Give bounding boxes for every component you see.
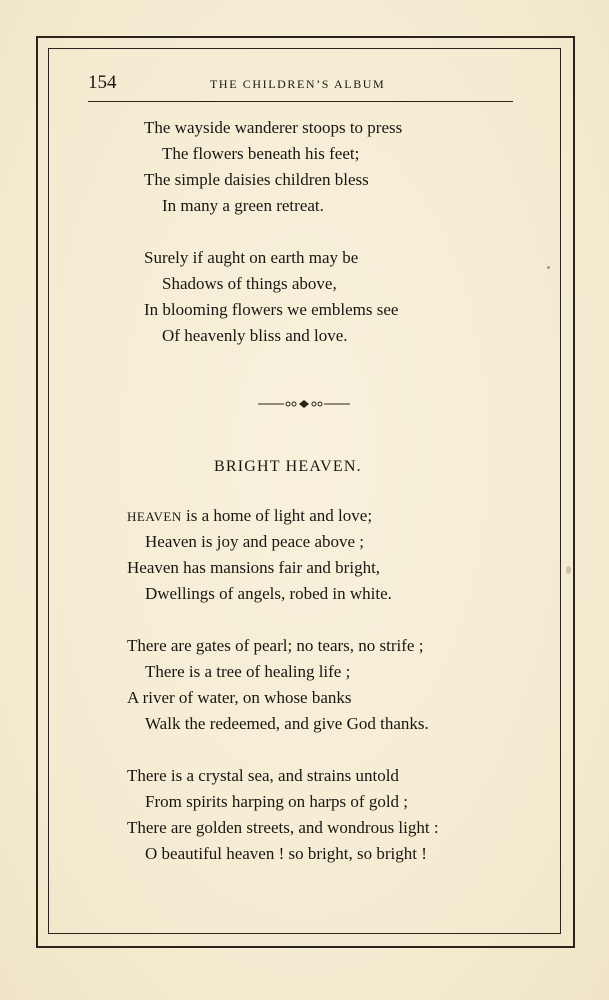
paper-speck xyxy=(547,266,550,269)
poem1-line: In blooming flowers we emblems see xyxy=(144,300,399,319)
poem2-line: O beautiful heaven ! so bright, so bright ! xyxy=(145,844,427,863)
poem2-line: There is a tree of healing life ; xyxy=(145,662,351,681)
page-number: 154 xyxy=(88,72,117,93)
drop-word: HEAVEN xyxy=(127,509,182,524)
page-header xyxy=(88,72,513,102)
poem1-line: The wayside wanderer stoops to press xyxy=(144,118,403,137)
running-head: THE CHILDREN’S ALBUM xyxy=(210,77,386,91)
poem2-line: A river of water, on whose banks xyxy=(127,688,352,707)
poem2-line: Dwellings of angels, robed in white. xyxy=(145,584,392,603)
poem1-line: In many a green retreat. xyxy=(162,196,324,215)
poem1-line: Of heavenly bliss and love. xyxy=(162,326,348,345)
first-line-rest: is a home of light and love; xyxy=(181,506,373,525)
poem2-line: There is a crystal sea, and strains untold xyxy=(127,766,399,785)
poem-title: BRIGHT HEAVEN. xyxy=(214,458,362,475)
poem1-line: Shadows of things above, xyxy=(162,274,337,293)
poem2-line: There are golden streets, and wondrous light : xyxy=(127,818,439,837)
header-rule xyxy=(88,101,513,102)
poem2-line: Heaven has mansions fair and bright, xyxy=(127,558,381,577)
ornament-divider xyxy=(258,398,350,410)
poem1-line: The flowers beneath his feet; xyxy=(162,144,360,163)
poem2-line: From spirits harping on harps of gold ; xyxy=(145,792,409,811)
poem1-line: The simple daisies children bless xyxy=(144,170,369,189)
poem2-line: There are gates of pearl; no tears, no strife ; xyxy=(127,636,424,655)
poem2-line: Walk the redeemed, and give God thanks. xyxy=(145,714,429,733)
poem1-line: Surely if aught on earth may be xyxy=(144,248,359,267)
poem2-line: Heaven is joy and peace above ; xyxy=(145,532,365,551)
poem2-first-line xyxy=(127,506,372,527)
paper-speck xyxy=(566,566,571,574)
